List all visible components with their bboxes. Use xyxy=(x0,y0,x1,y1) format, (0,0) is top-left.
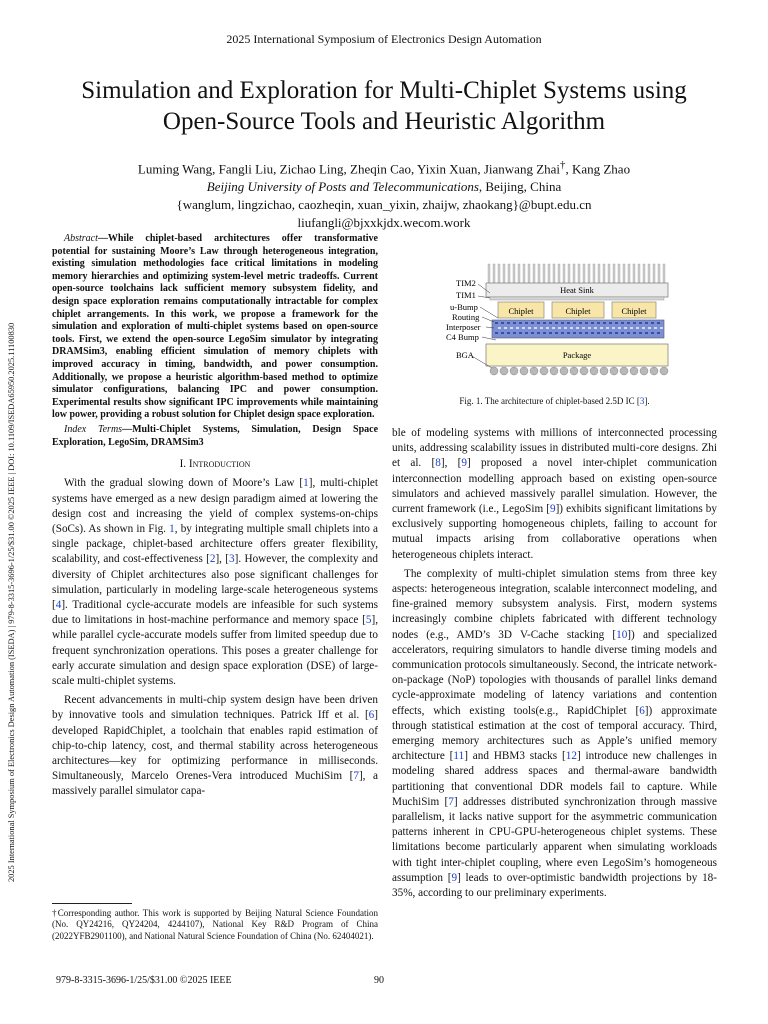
text-run: ]. Traditional cycle-accurate models are infeasible for such systems due to limitations in host-machine performance and memory space [ xyxy=(52,598,378,627)
heat-sink-fin xyxy=(598,264,600,283)
label-heat-sink: Heat Sink xyxy=(560,285,594,295)
author-emails: {wanglum, lingzichao, caozheqin, xuan_yixin, zhaijw, zhaokang}@bupt.edu.cn xyxy=(176,197,592,213)
routing-trace xyxy=(633,322,636,324)
routing-trace xyxy=(597,322,600,324)
heat-sink-fin xyxy=(648,264,650,283)
routing-trace xyxy=(609,332,612,334)
routing-trace xyxy=(648,327,651,329)
heat-sink-fin xyxy=(643,264,645,283)
text-run: ble of modeling systems with millions of interconnected processing units, addressing scalability issues in distributed multi-core designs. Zhi et al. [ xyxy=(392,427,717,470)
figure-link[interactable]: 1 xyxy=(169,522,175,535)
heat-sink-fin xyxy=(533,264,535,283)
heat-sink-fin xyxy=(653,264,655,283)
text-run: ] developed RapidChiplet, a toolchain that enables rapid estimation of chip-to-chip latency, cost, and thermal stability across heterogeneous architectures—key for optimizing performance in milliseconds. Simultaneously, Marcelo Orenes-Vera introduced MuchiSim [ xyxy=(52,709,378,783)
routing-trace xyxy=(585,322,588,324)
routing-trace xyxy=(555,332,558,334)
routing-trace xyxy=(591,332,594,334)
citation-link[interactable]: 3 xyxy=(229,553,235,566)
heat-sink-fin xyxy=(583,264,585,283)
author-email-2: liufangli@bjxxkjdx.wecom.work xyxy=(297,215,471,231)
routing-trace xyxy=(603,322,606,324)
dagger-mark: † xyxy=(560,159,566,171)
footnote-rule xyxy=(52,903,132,904)
intro-paragraph-1 xyxy=(52,476,378,689)
routing-trace xyxy=(582,327,585,329)
routing-trace xyxy=(519,322,522,324)
text-run: ]. However, the complexity and diversity of Chiplet architectures also pose significant challenges for simulation, particularly in modeling large-scale heterogeneous systems [ xyxy=(52,553,378,611)
routing-trace xyxy=(522,327,525,329)
routing-trace xyxy=(585,332,588,334)
routing-trace xyxy=(579,332,582,334)
heat-sink-fin xyxy=(618,264,620,283)
routing-trace xyxy=(513,322,516,324)
bga-ball xyxy=(630,367,638,375)
heat-sink-fins xyxy=(488,264,665,283)
bga-ball xyxy=(550,367,558,375)
routing-trace xyxy=(591,322,594,324)
routing-trace xyxy=(567,322,570,324)
text-run: ] leads to over-optimistic bandwidth projections by 18-35%, according to our preliminary experiments. xyxy=(392,871,717,900)
routing-trace xyxy=(612,327,615,329)
routing-trace xyxy=(546,327,549,329)
text-run: ]) approximate through statistical estimation at the cost of temporal accuracy. Third, emerging memory architectures such as Apple’s unified memory architecture [ xyxy=(392,704,717,763)
abstract-lead: Abstract xyxy=(64,233,98,244)
bga-ball xyxy=(520,367,528,375)
routing-trace xyxy=(633,332,636,334)
heat-sink-fin xyxy=(588,264,590,283)
citation-link[interactable]: 10 xyxy=(616,628,628,641)
routing-trace xyxy=(513,332,516,334)
index-terms-lead: Index Terms xyxy=(64,423,123,435)
figure-caption xyxy=(392,396,717,406)
routing-trace xyxy=(597,332,600,334)
text-run: ] and HBM3 stacks [ xyxy=(464,750,566,763)
text-run: ], [ xyxy=(215,553,230,566)
routing-trace xyxy=(651,332,654,334)
heat-sink-fin xyxy=(488,264,490,283)
side-doi-text: 2025 International Symposium of Electronics Design Automation (ISEDA) | 979-8-3315-3696-1/25/$31.00 ©2025 IEEE | DOI: 10.1109/ISEDA65950.2025.11100830 xyxy=(7,322,16,882)
left-column xyxy=(52,233,378,800)
citation-link[interactable]: 7 xyxy=(353,770,359,783)
heat-sink-fin xyxy=(593,264,595,283)
citation-link[interactable]: 3 xyxy=(639,396,645,406)
citation-link[interactable]: 4 xyxy=(55,598,62,611)
routing-trace xyxy=(627,322,630,324)
routing-trace xyxy=(561,332,564,334)
routing-trace xyxy=(501,322,504,324)
chiplet-architecture-figure xyxy=(440,258,680,390)
right-paragraph-1 xyxy=(392,426,717,563)
bga-ball xyxy=(560,367,568,375)
label-routing: Routing xyxy=(452,312,480,322)
routing-trace xyxy=(627,332,630,334)
routing-trace xyxy=(543,322,546,324)
institution: Beijing University of Posts and Telecommunications xyxy=(206,179,479,195)
heat-sink-fin xyxy=(623,264,625,283)
routing-trace xyxy=(519,332,522,334)
label-package: Package xyxy=(562,350,592,360)
routing-trace xyxy=(603,332,606,334)
text-run: ], multi-chiplet systems have emerged as a new design paradigm aimed at lowering the design cost and increasing the yield of complex systems-on-chips (SoCs). As shown in Fig. xyxy=(52,477,379,535)
routing-trace xyxy=(495,322,498,324)
author-list: Luming Wang, Fangli Liu, Zichao Ling, Zheqin Cao, Yixin Xuan, Jianwang Zhai xyxy=(137,161,561,177)
heat-sink-fin xyxy=(563,264,565,283)
routing-trace xyxy=(495,332,498,334)
routing-trace xyxy=(558,327,561,329)
heat-sink-fin xyxy=(513,264,515,283)
citation-link[interactable]: 9 xyxy=(451,871,458,884)
footer-isbn: 979-8-3315-3696-1/25/$31.00 ©2025 IEEE xyxy=(56,975,232,986)
citation-link[interactable]: 9 xyxy=(549,503,556,516)
caption-text: Fig. 1. The architecture of chiplet-based 2.5D IC [ xyxy=(459,396,640,406)
routing-trace xyxy=(645,322,648,324)
text-run: ], [ xyxy=(440,457,462,470)
right-paragraph-2 xyxy=(392,567,717,901)
routing-trace xyxy=(606,327,609,329)
label-tim1: TIM1 xyxy=(456,290,476,300)
label-chiplet-2: Chiplet xyxy=(565,306,591,316)
bga-ball xyxy=(600,367,608,375)
heat-sink-fin xyxy=(658,264,660,283)
routing-trace xyxy=(537,332,540,334)
routing-trace xyxy=(639,332,642,334)
heat-sink-fin xyxy=(493,264,495,283)
heat-sink-fin xyxy=(528,264,530,283)
abstract xyxy=(52,233,378,422)
routing-trace xyxy=(549,322,552,324)
routing-trace xyxy=(504,327,507,329)
heat-sink-fin xyxy=(578,264,580,283)
caption-text: ]. xyxy=(644,396,650,406)
routing-trace xyxy=(543,332,546,334)
bga-ball xyxy=(640,367,648,375)
heat-sink-fin xyxy=(633,264,635,283)
abstract-text: —While chiplet-based architectures offer transformative potential for sustaining Moore’s Law through heterogeneous integration, existing simulation methodologies face critical limitations in modeling memory hierarchies and optimizing system-level metric tradeoffs. Current open-source toolchains lack sufficient memory subsystem fidelity, and design space exploration remains computationally intractable for complex chiplet arrangements. In this work, we propose a framework for the simulation and exploration of multi-chiplet systems based on open-source tools. First, we extend the open-source LegoSim simulator by integrating DRAMSim3, enabling efficient simulation of memory chiplets with improved accuracy in timing, bandwidth, and power consumption. Additionally, we propose a heuristic algorithm-based method to optimize simulator configurations, balancing IPC and power consumption. Experimental results show significant IPC improvements while maintaining low power, providing a robust solution for Chiplet design space exploration. xyxy=(52,233,378,421)
index-terms xyxy=(52,424,378,449)
heat-sink-fin xyxy=(548,264,550,283)
page-number: 90 xyxy=(374,975,384,986)
routing-trace xyxy=(657,332,660,334)
title-line-2: Open-Source Tools and Heuristic Algorithm xyxy=(162,108,606,135)
routing-trace xyxy=(555,322,558,324)
citation-link[interactable]: 8 xyxy=(435,457,441,470)
text-run: With the gradual slowing down of Moore’s Law [ xyxy=(64,477,304,490)
bga-ball xyxy=(510,367,518,375)
bga-ball xyxy=(490,367,498,375)
routing-trace xyxy=(537,322,540,324)
routing-trace xyxy=(498,327,501,329)
routing-trace xyxy=(549,332,552,334)
right-column xyxy=(392,426,717,901)
author-block xyxy=(40,156,728,232)
routing-trace xyxy=(636,327,639,329)
routing-trace xyxy=(561,322,564,324)
routing-trace xyxy=(654,327,657,329)
routing-trace xyxy=(642,327,645,329)
heat-sink-fin xyxy=(608,264,610,283)
section-title: Introduction xyxy=(188,458,251,471)
heat-sink-fin xyxy=(518,264,520,283)
bga-ball xyxy=(610,367,618,375)
label-ubump: u-Bump xyxy=(450,302,478,312)
routing-trace xyxy=(516,327,519,329)
citation-link[interactable]: 1 xyxy=(303,477,309,490)
paper-title xyxy=(40,75,728,137)
routing-trace xyxy=(534,327,537,329)
author-last: , Kang Zhao xyxy=(565,161,631,177)
routing-trace xyxy=(552,327,555,329)
citation-link[interactable]: 7 xyxy=(448,795,454,808)
heat-sink-fin xyxy=(498,264,500,283)
heat-sink-fin xyxy=(628,264,630,283)
conference-header: 2025 International Symposium of Electronics Design Automation xyxy=(226,32,542,46)
citation-link[interactable]: 11 xyxy=(453,750,465,763)
author-names xyxy=(40,156,728,178)
heat-sink-fin xyxy=(538,264,540,283)
citation-link[interactable]: 2 xyxy=(209,553,216,566)
label-interposer: Interposer xyxy=(446,322,481,332)
bga-ball xyxy=(530,367,538,375)
text-run: ] proposed a novel inter-chiplet communication interconnection modelling approach based on existing open-source simulators and achieved massively parallel simulation. However, the current framework (i.e., LegoSim [ xyxy=(392,457,718,516)
text-run: ]) exhibits significant limitations by exclusively supporting homogeneous chiplets, failing to account for mutual impacts arising from collaborative operations when heterogeneous chiplets interact. xyxy=(392,503,717,561)
index-terms-text: —Multi-Chiplet Systems, Simulation, Design Space Exploration, LegoSim, DRAMSim3 xyxy=(52,423,379,448)
label-chiplet-1: Chiplet xyxy=(508,306,534,316)
bga-ball xyxy=(500,367,508,375)
text-run: ], a massively parallel simulator capa- xyxy=(52,770,378,798)
intro-paragraph-2 xyxy=(52,693,378,799)
bga-ball xyxy=(570,367,578,375)
routing-trace xyxy=(567,332,570,334)
routing-trace xyxy=(651,322,654,324)
routing-trace xyxy=(570,327,573,329)
label-bga: BGA xyxy=(456,350,474,360)
location: , Beijing, China xyxy=(478,179,562,195)
heat-sink-fin xyxy=(568,264,570,283)
routing-trace xyxy=(540,327,543,329)
routing-trace xyxy=(510,327,513,329)
text-run: Recent advancements in multi-chip system design have been driven by innovative tools and simulation techniques. Patrick Iff et al. [ xyxy=(52,694,378,722)
routing-trace xyxy=(576,327,579,329)
heat-sink-fin xyxy=(638,264,640,283)
routing-trace xyxy=(615,322,618,324)
heat-sink-fin xyxy=(553,264,555,283)
text-run: ]) and specialized accelerators, requiring simulators to handle diverse timing models and communication protocols simultaneously. Second, the intricate network-on-package (NoP) topologies with thousands of parallel links demand cycle-approximate modeling of latency variations and contention effects, which existing tools(e.g., RapidChiplet [ xyxy=(392,628,717,717)
routing-trace xyxy=(531,332,534,334)
bga-balls xyxy=(490,367,668,375)
routing-trace xyxy=(600,327,603,329)
routing-trace xyxy=(564,327,567,329)
text-run: ] introduce new challenges in modeling shared address spaces and thermal-aware bandwidth partitioning that conventional DDR models fail to capture. While MuchiSim [ xyxy=(392,750,717,808)
title-line-1: Simulation and Exploration for Multi-Chiplet Systems using xyxy=(81,77,687,104)
label-tim2: TIM2 xyxy=(456,278,476,288)
bga-ball xyxy=(580,367,588,375)
label-chiplet-3: Chiplet xyxy=(621,306,647,316)
routing-trace xyxy=(639,322,642,324)
label-c4bump: C4 Bump xyxy=(446,332,479,342)
routing-trace xyxy=(621,332,624,334)
routing-trace xyxy=(507,332,510,334)
citation-link[interactable]: 9 xyxy=(461,457,467,470)
routing-trace xyxy=(624,327,627,329)
heat-sink-fin xyxy=(558,264,560,283)
section-heading-introduction xyxy=(52,457,378,472)
routing-trace xyxy=(618,327,621,329)
routing-trace xyxy=(528,327,531,329)
heat-sink-fin xyxy=(503,264,505,283)
section-number: I. xyxy=(179,458,189,471)
affiliation xyxy=(40,178,728,196)
heat-sink-fin xyxy=(573,264,575,283)
heat-sink-fin xyxy=(523,264,525,283)
citation-link[interactable]: 6 xyxy=(639,704,645,717)
bga-ball xyxy=(590,367,598,375)
routing-trace xyxy=(645,332,648,334)
routing-trace xyxy=(501,332,504,334)
routing-trace xyxy=(588,327,591,329)
citation-link[interactable]: 6 xyxy=(368,709,375,722)
bga-ball xyxy=(660,367,668,375)
routing-trace xyxy=(573,332,576,334)
heat-sink-fin xyxy=(663,264,665,283)
routing-trace xyxy=(525,332,528,334)
text-run: ], while parallel cycle-accurate models suffer from limited speedup due to frequent synchronization operations. This poses a greater challenge for early accurate simulation and design space exploration (DSE) of large-scale multi-chiplet systems. xyxy=(52,614,378,687)
routing-trace xyxy=(660,327,663,329)
citation-link[interactable]: 12 xyxy=(565,750,577,763)
routing-trace xyxy=(525,322,528,324)
heat-sink-fin xyxy=(508,264,510,283)
text-run: , by integrating multiple small chiplets into a single package, chiplet-based architecture offers greater flexibility, scalability, and cost-effectiveness [ xyxy=(52,522,378,566)
heat-sink-fin xyxy=(613,264,615,283)
bga-ball xyxy=(540,367,548,375)
footnote: †Corresponding author. This work is supported by Beijing Natural Science Foundation (No. QY24216, QY24204, 4244107), National Key R&D Program of China (2022YFB2901100), and National Natural Science Foundation of China (No. 62404021). xyxy=(52,908,378,941)
text-run: ] addresses distributed synchronization through massive parallelism, it lacks native support for the asymmetric communication patterns inherent in CPU-GPU-heterogeneous chiplet systems. These limitations become particularly apparent when simulating workloads with tight inter-chiplet coupling, where even LegoSim’s homogeneous assumption [ xyxy=(392,795,717,884)
heat-sink-fin xyxy=(603,264,605,283)
routing-trace xyxy=(507,322,510,324)
routing-trace xyxy=(615,332,618,334)
routing-trace xyxy=(573,322,576,324)
routing-trace xyxy=(609,322,612,324)
routing-trace xyxy=(579,322,582,324)
routing-trace xyxy=(657,322,660,324)
heat-sink-fin xyxy=(543,264,545,283)
routing-trace xyxy=(594,327,597,329)
citation-link[interactable]: 5 xyxy=(365,614,372,627)
side-doi-strip xyxy=(4,162,14,882)
routing-trace xyxy=(621,322,624,324)
routing-trace xyxy=(630,327,633,329)
tim1-layer xyxy=(490,297,664,300)
bga-ball xyxy=(650,367,658,375)
bga-ball xyxy=(620,367,628,375)
routing-trace xyxy=(531,322,534,324)
text-run: The complexity of multi-chiplet simulation stems from three key aspects: heterogeneous integration, scalable interconnect modeling, and fine-grained memory subsystem analysis. First, modern systems increasingly combine chiplets fabricated with different technology nodes (e.g., AMD’s 3D V-Cache stacking [ xyxy=(392,567,717,641)
